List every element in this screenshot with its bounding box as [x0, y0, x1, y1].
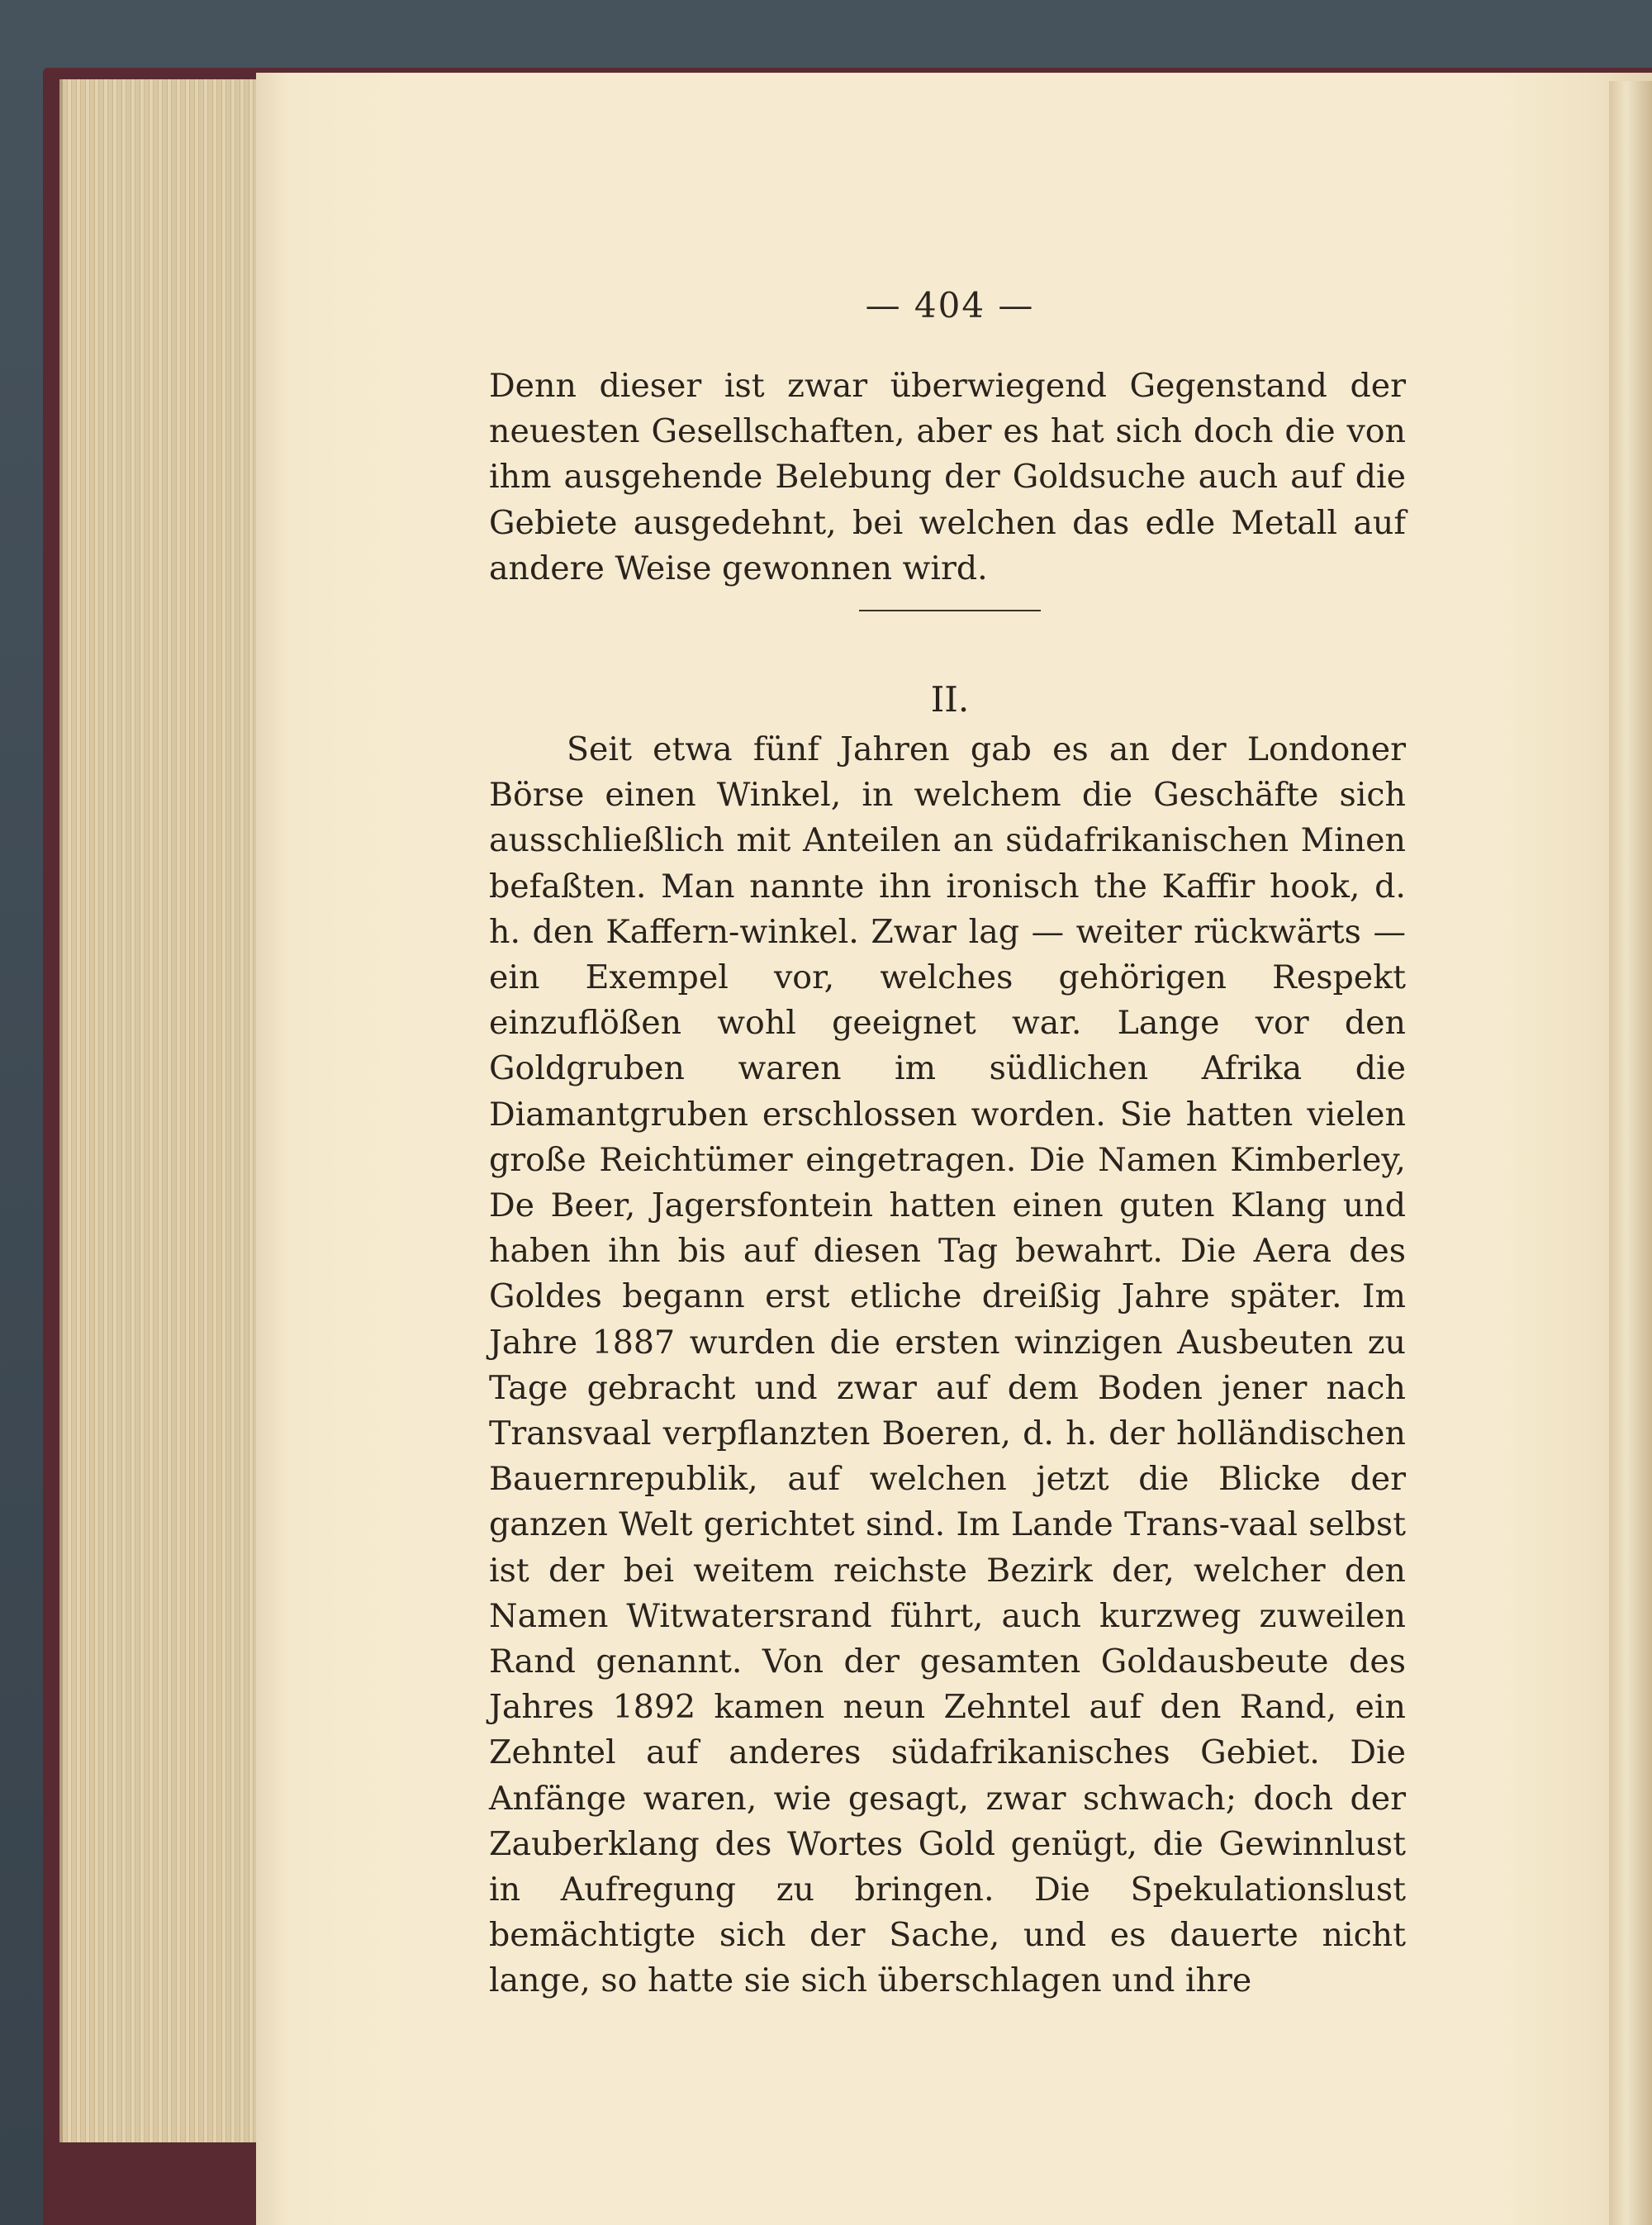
paragraph-continuation: [489, 364, 1406, 592]
page-edges: [59, 79, 269, 2142]
section-body: [489, 727, 1406, 2004]
section-heading: II.: [930, 679, 970, 720]
page-number: — 404 —: [865, 285, 1035, 326]
paragraph-2: Seit etwa fünf Jahren gab es an der Londoner Börse einen Winkel, in welchem die Geschäfte sich ausschließlich mit Anteilen an südafrikanischen Minen befaßten. Man nannte ihn ironisch the Kaffir hook, d. h. den Kaffern-winkel. Zwar lag — weiter rückwärts — ein Exempel vor, welches gehörigen Respekt einzuflößen wohl geeignet war. Lange vor den Goldgruben waren im südlichen Afrika die Diamantgruben erschlossen worden. Sie hatten vielen große Reichtümer eingetragen. Die Namen Kimberley, De Beer, Jagersfontein hatten einen guten Klang und haben ihn bis auf diesen Tag bewahrt. Die Aera des Goldes begann erst etliche dreißig Jahre später. Im Jahre 1887 wurden die ersten winzigen Ausbeuten zu Tage gebracht und zwar auf dem Boden jener nach Transvaal verpflanzten Boeren, d. h. der holländischen Bauernrepublik, auf welchen jetzt die Blicke der ganzen Welt gerichtet sind. Im Lande Trans-vaal selbst ist der bei weitem reichste Bezirk der, welcher den Namen Witwatersrand führt, auch kurzweg zuweilen Rand genannt. Von der gesamten Goldausbeute des Jahres 1892 kamen neun Zehntel auf den Rand, ein Zehntel auf anderes südafrikanisches Gebiet. Die Anfänge waren, wie gesagt, zwar schwach; doch der Zauberklang des Wortes Gold genügt, die Gewinnlust in Aufregung zu bringen. Die Spekulationslust bemächtigte sich der Sache, und es dauerte nicht lange, so hatte sie sich überschlagen und ihre: [489, 730, 1406, 2000]
section-divider: [859, 610, 1041, 611]
paragraph-1: Denn dieser ist zwar überwiegend Gegenstand der neuesten Gesellschaften, aber es hat sich doch die von ihm ausgehende Belebung der Goldsuche auch auf die Gebiete ausgedehnt, bei welchen das edle Metall auf andere Weise gewonnen wird.: [489, 367, 1406, 587]
facing-page-edge: [1609, 81, 1652, 2225]
